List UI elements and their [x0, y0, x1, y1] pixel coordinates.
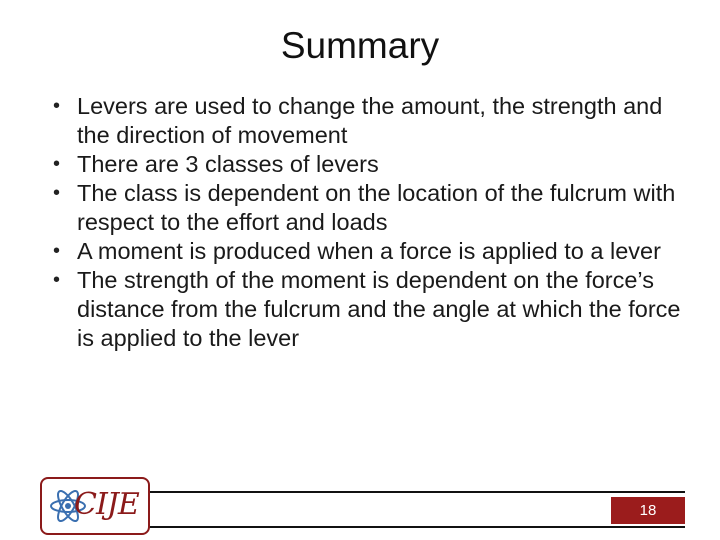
page-number: 18 [611, 497, 685, 524]
bullet-item: • Levers are used to change the amount, the strength and the direction of movement [55, 92, 685, 150]
bullet-item: • There are 3 classes of levers [55, 150, 685, 179]
bullet-item: • The strength of the moment is dependent on the force’s distance from the fulcrum and the angle at which the force is applied to the lever [55, 266, 685, 353]
bullet-list [55, 92, 685, 353]
slide-title: Summary [280, 25, 440, 66]
cije-logo [40, 477, 150, 535]
bullet-item: • The class is dependent on the location of the fulcrum with respect to the effort and loads [55, 179, 685, 237]
logo-text: CIJE [74, 487, 139, 522]
bullet-item: • A moment is produced when a force is applied to a lever [55, 237, 685, 266]
